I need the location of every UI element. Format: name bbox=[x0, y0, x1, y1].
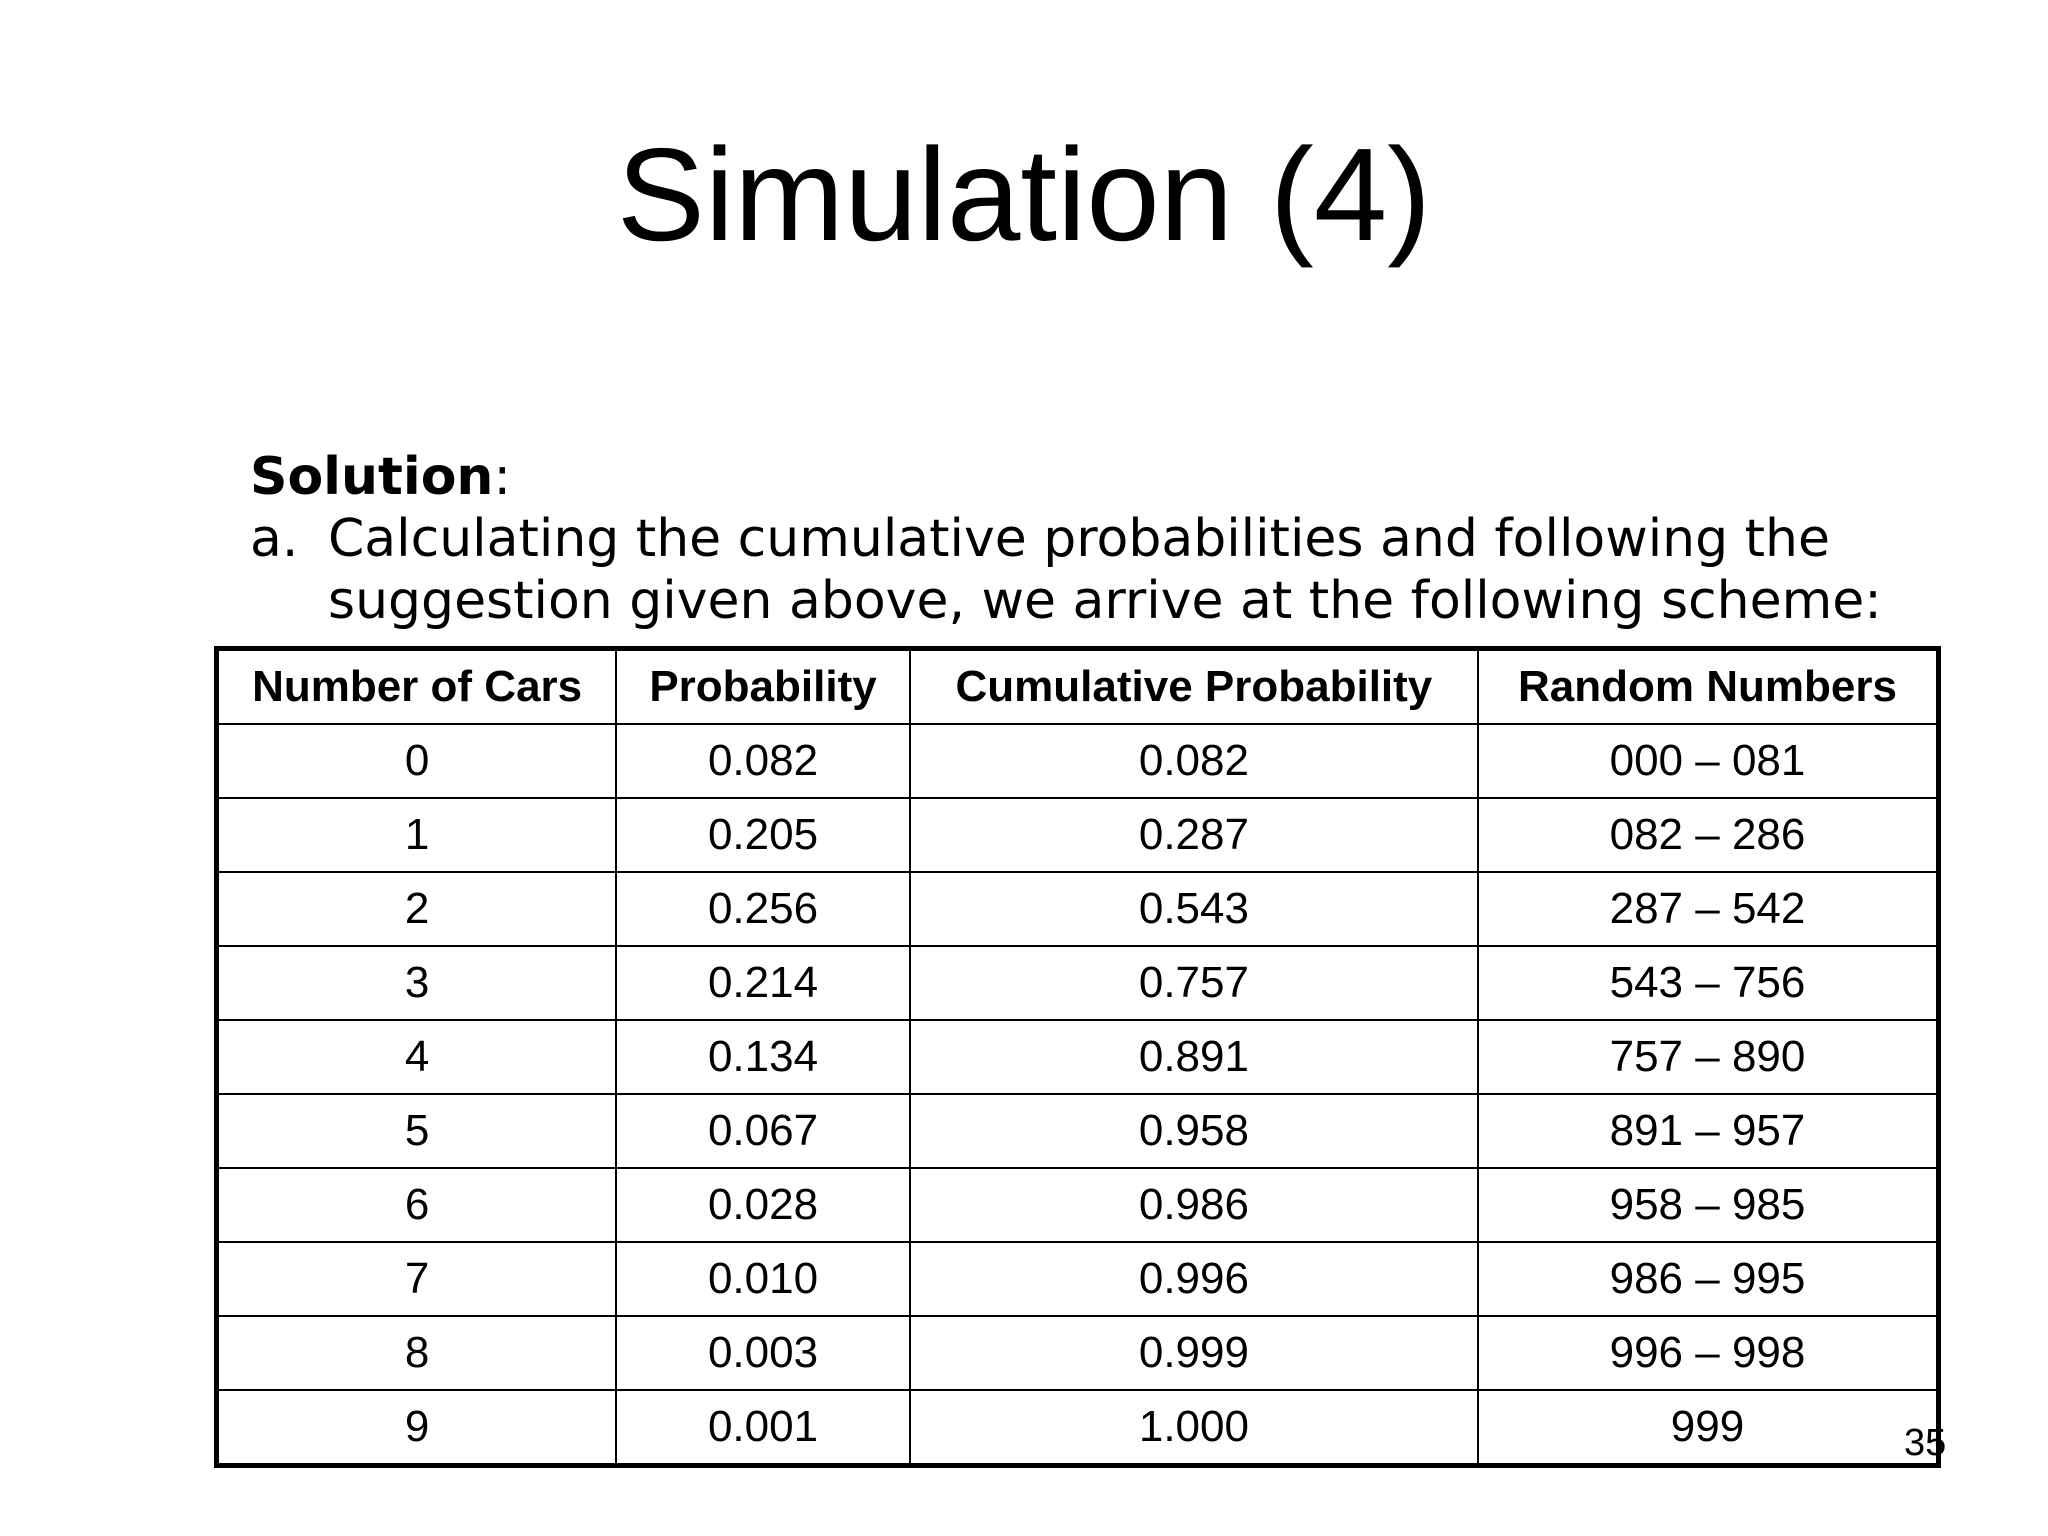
cell-probability: 0.003 bbox=[616, 1316, 910, 1390]
cell-probability: 0.214 bbox=[616, 946, 910, 1020]
cell-cumulative-probability: 0.543 bbox=[910, 872, 1478, 946]
cell-probability: 0.205 bbox=[616, 798, 910, 872]
header-random-numbers: Random Numbers bbox=[1478, 649, 1939, 725]
cell-probability: 0.028 bbox=[616, 1168, 910, 1242]
cell-cumulative-probability: 0.082 bbox=[910, 724, 1478, 798]
cell-random-numbers: 891 – 957 bbox=[1478, 1094, 1939, 1168]
table-row bbox=[217, 1242, 1939, 1316]
cell-cumulative-probability: 1.000 bbox=[910, 1390, 1478, 1466]
cell-random-numbers: 958 – 985 bbox=[1478, 1168, 1939, 1242]
cell-random-numbers: 757 – 890 bbox=[1478, 1020, 1939, 1094]
table-row bbox=[217, 946, 1939, 1020]
table-row bbox=[217, 1094, 1939, 1168]
cell-number-of-cars: 0 bbox=[217, 724, 617, 798]
page-number: 35 bbox=[1904, 1422, 1947, 1464]
solution-heading-label: Solution bbox=[250, 447, 494, 507]
cell-probability: 0.067 bbox=[616, 1094, 910, 1168]
table-row bbox=[217, 1168, 1939, 1242]
cell-random-numbers: 996 – 998 bbox=[1478, 1316, 1939, 1390]
table-row bbox=[217, 1316, 1939, 1390]
cell-number-of-cars: 5 bbox=[217, 1094, 617, 1168]
cell-cumulative-probability: 0.999 bbox=[910, 1316, 1478, 1390]
table-row bbox=[217, 1390, 1939, 1466]
list-marker: a. bbox=[250, 509, 299, 569]
solution-heading bbox=[250, 446, 1950, 508]
cell-probability: 0.010 bbox=[616, 1242, 910, 1316]
cell-cumulative-probability: 0.958 bbox=[910, 1094, 1478, 1168]
cell-number-of-cars: 9 bbox=[217, 1390, 617, 1466]
header-number-of-cars: Number of Cars bbox=[217, 649, 617, 725]
header-cumulative-probability: Cumulative Probability bbox=[910, 649, 1478, 725]
table-row bbox=[217, 1020, 1939, 1094]
cell-cumulative-probability: 0.757 bbox=[910, 946, 1478, 1020]
cell-number-of-cars: 6 bbox=[217, 1168, 617, 1242]
solution-heading-colon: : bbox=[493, 447, 511, 507]
cell-number-of-cars: 7 bbox=[217, 1242, 617, 1316]
cell-probability: 0.256 bbox=[616, 872, 910, 946]
cell-random-numbers: 082 – 286 bbox=[1478, 798, 1939, 872]
cell-probability: 0.082 bbox=[616, 724, 910, 798]
cell-random-numbers: 000 – 081 bbox=[1478, 724, 1939, 798]
table-header-row bbox=[217, 649, 1939, 725]
cell-cumulative-probability: 0.287 bbox=[910, 798, 1478, 872]
solution-block bbox=[250, 446, 1950, 632]
cell-cumulative-probability: 0.986 bbox=[910, 1168, 1478, 1242]
table-row bbox=[217, 872, 1939, 946]
cell-number-of-cars: 1 bbox=[217, 798, 617, 872]
cell-number-of-cars: 3 bbox=[217, 946, 617, 1020]
cell-cumulative-probability: 0.996 bbox=[910, 1242, 1478, 1316]
cell-random-numbers: 986 – 995 bbox=[1478, 1242, 1939, 1316]
cell-cumulative-probability: 0.891 bbox=[910, 1020, 1478, 1094]
cell-number-of-cars: 2 bbox=[217, 872, 617, 946]
solution-list-item bbox=[250, 508, 1950, 632]
cell-number-of-cars: 8 bbox=[217, 1316, 617, 1390]
cell-random-numbers: 543 – 756 bbox=[1478, 946, 1939, 1020]
cell-number-of-cars: 4 bbox=[217, 1020, 617, 1094]
header-probability: Probability bbox=[616, 649, 910, 725]
cell-probability: 0.001 bbox=[616, 1390, 910, 1466]
cell-probability: 0.134 bbox=[616, 1020, 910, 1094]
cell-random-numbers: 287 – 542 bbox=[1478, 872, 1939, 946]
random-number-scheme-table bbox=[214, 646, 1941, 1468]
table-row bbox=[217, 798, 1939, 872]
cell-random-numbers: 999 bbox=[1478, 1390, 1939, 1466]
table-row bbox=[217, 724, 1939, 798]
solution-text: Calculating the cumulative probabilities and following the suggestion given above, we arrive at the following scheme: bbox=[328, 509, 1882, 631]
slide-title: Simulation (4) bbox=[616, 121, 1432, 268]
